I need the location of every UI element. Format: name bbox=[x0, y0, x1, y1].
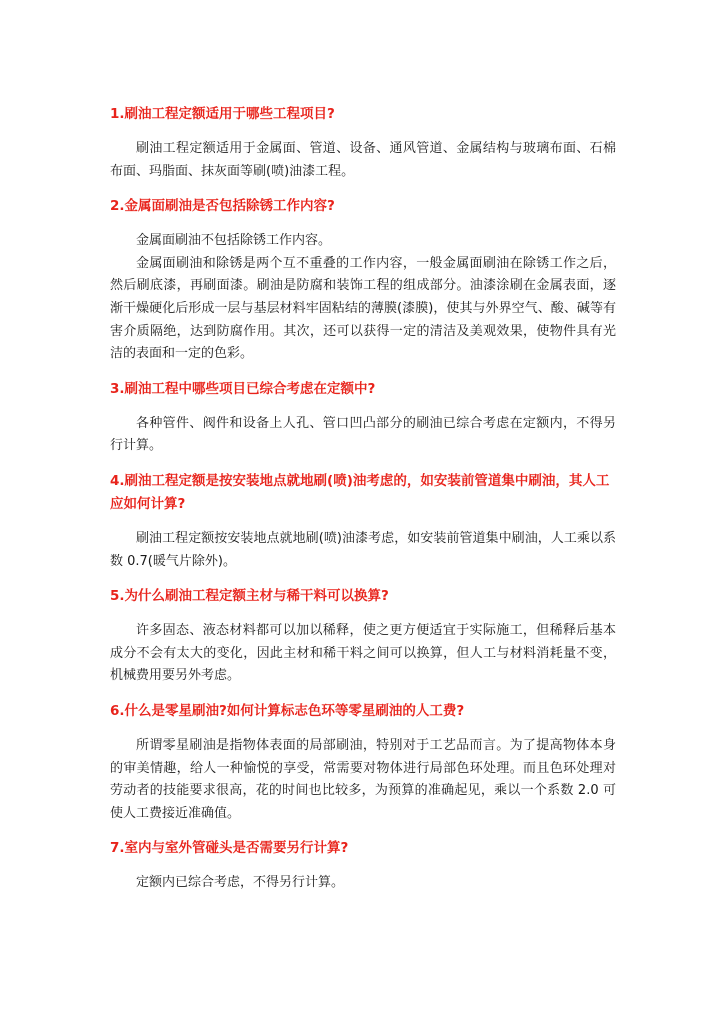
section-5 bbox=[110, 585, 616, 688]
section-4 bbox=[110, 470, 616, 573]
answer-paragraph: 金属面刷油不包括除锈工作内容。 bbox=[136, 233, 332, 249]
answer-paragraph: 定额内已综合考虑，不得另行计算。 bbox=[136, 875, 345, 891]
answer-paragraph: 金属面刷油和除锈是两个互不重叠的工作内容，一般金属面刷油在除锈工作之后，然后刷底漆，再刷面漆。刷油是防腐和装饰工程的组成部分。油漆涂刷在金属表面，逐渐干燥硬化后形成一层与基层材料牢固粘结的薄膜(漆膜)，使其与外界空气、酸、碱等有害介质隔绝，达到防腐作用。其次，还可以获得一定的清洁及美观效果，使物件具有光洁的表面和一定的色彩。 bbox=[110, 255, 616, 362]
question-heading: 4.刷油工程定额是按安装地点就地刷(喷)油考虑的，如安装前管道集中刷油，其人工应如何计算? bbox=[110, 472, 610, 512]
question-heading: 2.金属面刷油是否包括除锈工作内容? bbox=[110, 198, 335, 215]
section-1 bbox=[110, 103, 616, 183]
answer-paragraph: 各种管件、阀件和设备上人孔、管口凹凸部分的刷油已综合考虑在定额内，不得另行计算。 bbox=[110, 415, 616, 454]
answer-paragraph: 所谓零星刷油是指物体表面的局部刷油，特别对于工艺品而言。为了提高物体本身的审美情趣，给人一种愉悦的享受，常需要对物体进行局部色环处理。而且色环处理对劳动者的技能要求很高，花的时间也比较多，为预算的准确起见，乘以一个系数 2.0 可使人工费接近准确值。 bbox=[110, 737, 616, 821]
section-7 bbox=[110, 837, 616, 895]
question-heading: 6.什么是零星刷油?如何计算标志色环等零星刷油的人工费? bbox=[110, 702, 465, 719]
document-body bbox=[110, 103, 616, 895]
question-heading: 5.为什么刷油工程定额主材与稀干料可以换算? bbox=[110, 588, 389, 605]
section-2 bbox=[110, 195, 616, 366]
question-heading: 1.刷油工程定额适用于哪些工程项目? bbox=[110, 106, 335, 122]
answer-paragraph: 刷油工程定额适用于金属面、管道、设备、通风管道、金属结构与玻璃布面、石棉布面、玛脂面、抹灰面等刷(喷)油漆工程。 bbox=[110, 141, 616, 179]
section-6 bbox=[110, 700, 616, 825]
answer-paragraph: 刷油工程定额按安装地点就地刷(喷)油漆考虑，如安装前管道集中刷油，人工乘以系数 0.7(暖气片除外)。 bbox=[110, 530, 616, 569]
question-heading: 7.室内与室外管碰头是否需要另行计算? bbox=[110, 840, 349, 857]
section-3 bbox=[110, 378, 616, 458]
question-heading: 3.刷油工程中哪些项目已综合考虑在定额中? bbox=[110, 380, 376, 397]
answer-paragraph: 许多固态、液态材料都可以加以稀释，使之更方便适宜于实际施工，但稀释后基本成分不会有太大的变化，因此主材和稀干料之间可以换算，但人工与材料消耗量不变，机械费用要另外考虑。 bbox=[110, 623, 616, 684]
